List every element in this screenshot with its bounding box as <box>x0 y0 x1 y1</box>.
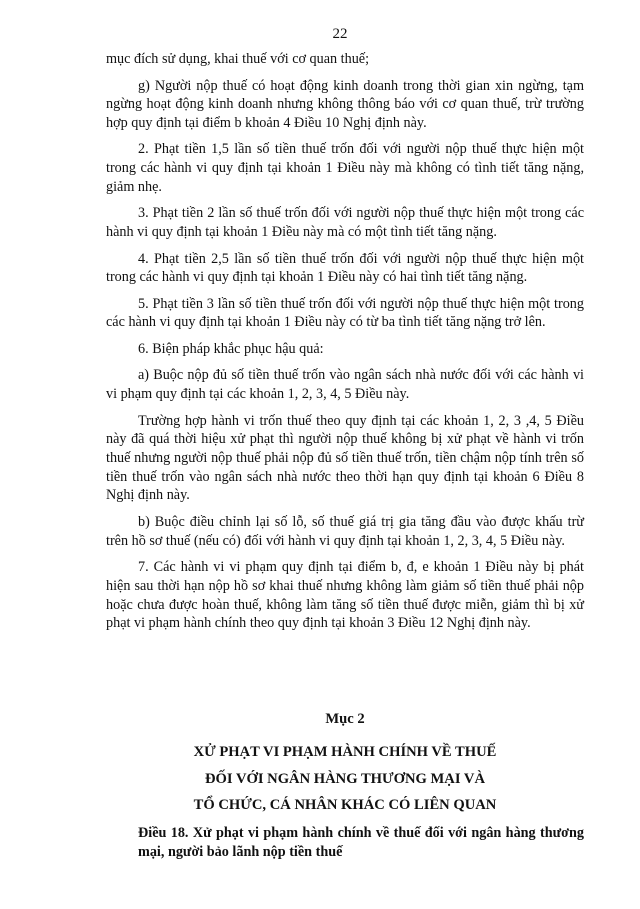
section-title-line: XỬ PHẠT VI PHẠM HÀNH CHÍNH VỀ THUẾ <box>193 744 497 760</box>
page-number: 22 <box>332 26 348 42</box>
paragraph: mục đích sử dụng, khai thuế với cơ quan thuế; <box>106 51 370 67</box>
paragraph: 7. Các hành vi vi phạm quy định tại điểm b, đ, e khoản 1 Điều này bị phát hiện sau thời hạn nộp hồ sơ khai thuế nhưng không làm giảm số tiền thuế phải nộp hoặc chưa được hoàn thuế, không làm tăng số tiền thuế được miễn, giảm thì bị xử phạt vi phạm hành chính theo quy định tại khoản 3 Điều 12 Nghị định này. <box>106 559 584 632</box>
article-heading <box>106 824 584 861</box>
article-title: Điều 18. Xử phạt vi phạm hành chính về thuế đối với ngân hàng thương mại, người bảo lãnh nộp tiền thuế <box>138 825 584 860</box>
paragraph: 4. Phạt tiền 2,5 lần số tiền thuế trốn đối với người nộp thuế thực hiện một trong các hành vi quy định tại khoản 1 Điều này có hai tình tiết tăng nặng. <box>106 250 584 286</box>
document-body <box>106 50 584 641</box>
section-title-line: ĐỐI VỚI NGÂN HÀNG THƯƠNG MẠI VÀ <box>204 770 485 787</box>
paragraph: b) Buộc điều chỉnh lại số lỗ, số thuế giá trị gia tăng đầu vào được khấu trừ trên hồ sơ thuế (nếu có) đối với hành vi quy định tại khoản 1, 2, 3, 4, 5 Điều này. <box>106 513 584 549</box>
paragraph: g) Người nộp thuế có hoạt động kinh doanh trong thời gian xin ngừng, tạm ngừng hoạt động kinh doanh nhưng không thông báo với cơ quan thuế, trừ trường hợp quy định tại điểm b khoản 4 Điều 10 Nghị định này. <box>106 77 584 131</box>
section-title <box>106 739 584 819</box>
paragraph: 3. Phạt tiền 2 lần số thuế trốn đối với người nộp thuế thực hiện một trong các hành vi quy định tại khoản 1 Điều này mà có một tình tiết tăng nặng. <box>106 205 584 241</box>
paragraph: 2. Phạt tiền 1,5 lần số tiền thuế trốn đối với người nộp thuế thực hiện một trong các hành vi quy định tại khoản 1 Điều này mà không có tình tiết tăng nặng, giảm nhẹ. <box>106 141 584 195</box>
paragraph: Trường hợp hành vi trốn thuế theo quy định tại các khoản 1, 2, 3 ,4, 5 Điều này đã quá thời hiệu xử phạt thì người nộp thuế không bị xử phạt về hành vi trốn thuế nhưng người nộp thuế phải nộp đủ số tiền thuế trốn, tiền chậm nộp tính trên số tiền thuế trốn vào ngân sách nhà nước theo thời hạn quy định tại khoản 6 Điều 8 Nghị định này. <box>106 412 584 504</box>
paragraph: a) Buộc nộp đủ số tiền thuế trốn vào ngân sách nhà nước đối với các hành vi vi phạm quy định tại các khoản 1, 2, 3, 4, 5 Điều này. <box>106 367 584 403</box>
section-label: Mục 2 <box>325 711 365 727</box>
paragraph: 5. Phạt tiền 3 lần số tiền thuế trốn đối với người nộp thuế thực hiện một trong các hành vi quy định tại khoản 1 Điều này có từ ba tình tiết tăng nặng trở lên. <box>106 295 584 331</box>
paragraph: 6. Biện pháp khắc phục hậu quả: <box>138 340 324 357</box>
section-title-line: TỔ CHỨC, CÁ NHÂN KHÁC CÓ LIÊN QUAN <box>193 797 497 813</box>
